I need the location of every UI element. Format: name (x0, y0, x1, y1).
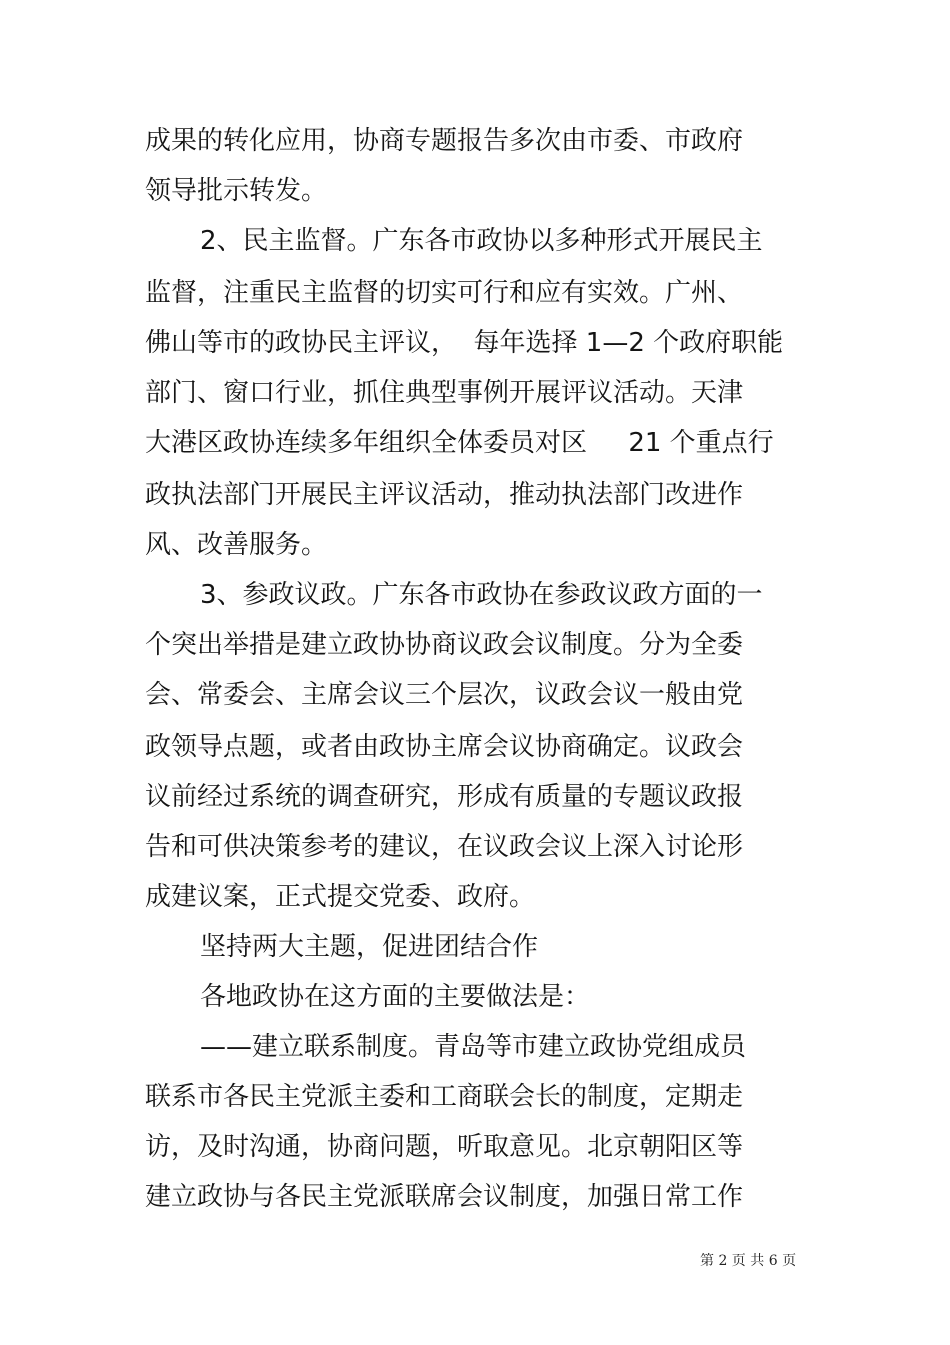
text-line-12: 会、常委会、主席会议三个层次，议政会议一般由党 (145, 680, 744, 710)
paragraph-contact-start: ——建立联系制度。青岛等市建立政协党组成员 (200, 1032, 747, 1062)
text-line-11: 个突出举措是建立政协协商议政会议制度。分为全委 (145, 630, 744, 660)
text-line-2: 领导批示转发。 (145, 176, 328, 206)
page-number: 第 2 页 共 6 页 (700, 1253, 797, 1269)
text-line-14: 议前经过系统的调查研究，形成有质量的专题议政报 (145, 782, 744, 812)
paragraph-2-start: 2、民主监督。广东各市政协以多种形式开展民主 (200, 226, 763, 256)
text-line-9: 风、改善服务。 (145, 530, 328, 560)
text-line-1: 成果的转化应用，协商专题报告多次由市委、市政府 (145, 126, 744, 156)
text-line-8: 政执法部门开展民主评议活动，推动执法部门改进作 (145, 480, 744, 510)
text-line-15: 告和可供决策参考的建议，在议政会议上深入讨论形 (145, 832, 744, 862)
text-line-21: 访，及时沟通，协商问题，听取意见。北京朝阳区等 (145, 1132, 744, 1162)
paragraph-3-start: 3、参政议政。广东各市政协在参政议政方面的一 (200, 580, 763, 610)
text-line-7: 大港区政协连续多年组织全体委员对区 21 个重点行 (145, 428, 774, 458)
text-line-20: 联系市各民主党派主委和工商联会长的制度，定期走 (145, 1082, 744, 1112)
text-line-13: 政领导点题，或者由政协主席会议协商确定。议政会 (145, 732, 744, 762)
text-line-16: 成建议案，正式提交党委、政府。 (145, 882, 536, 912)
text-line-6: 部门、窗口行业，抓住典型事例开展评议活动。天津 (145, 378, 744, 408)
text-line-5: 佛山等市的政协民主评议， 每年选择 1—2 个政府职能 (145, 328, 784, 358)
text-line-4: 监督，注重民主监督的切实可行和应有实效。广州、 (145, 278, 744, 308)
text-line-18: 各地政协在这方面的主要做法是： (200, 982, 591, 1012)
section-heading: 坚持两大主题，促进团结合作 (200, 932, 539, 962)
text-line-22: 建立政协与各民主党派联席会议制度，加强日常工作 (145, 1182, 744, 1212)
